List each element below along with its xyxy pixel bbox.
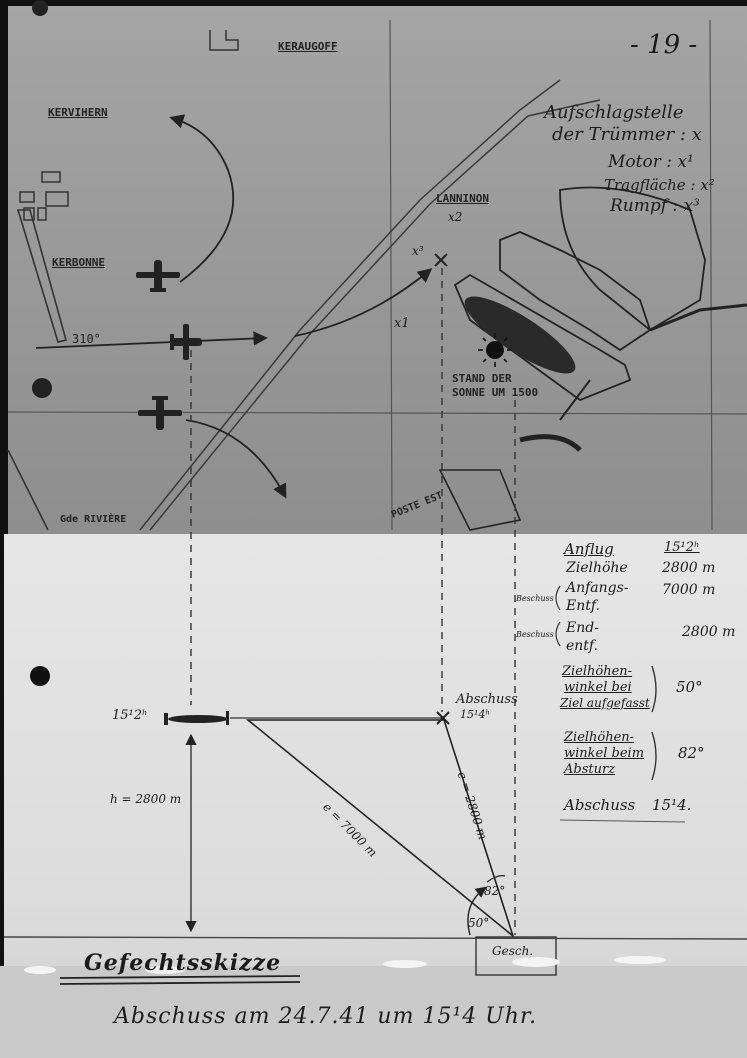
row-value: 7000 m bbox=[662, 582, 716, 598]
legend-rumpf: Rumpf : x³ bbox=[610, 196, 700, 216]
heading-label: 310° bbox=[72, 332, 101, 346]
slant-end-label: e = 2800 m bbox=[454, 770, 490, 842]
row-label-line1: Anfangs- bbox=[566, 580, 629, 596]
row-label-line2: Entf. bbox=[566, 598, 600, 614]
sun-label-line2: SONNE UM 1500 bbox=[452, 386, 539, 399]
airfield bbox=[440, 188, 747, 531]
row-label-line3: Absturz bbox=[564, 762, 616, 777]
map-grid bbox=[8, 20, 747, 530]
slant-start-label: e = 7000 m bbox=[320, 800, 380, 860]
row-value: 15¹2ʰ bbox=[664, 540, 700, 555]
sun-label-line1: STAND DER bbox=[452, 372, 512, 385]
ground-box-label: Gesch. bbox=[492, 944, 534, 958]
marker-x2: x2 bbox=[448, 210, 463, 224]
row-prefix: Beschuss bbox=[516, 630, 554, 639]
legend-title-line2: der Trümmer : x bbox=[552, 124, 702, 145]
legend-title-line1: Aufschlagstelle bbox=[544, 102, 684, 123]
page-number: - 19 - bbox=[630, 30, 698, 60]
row-prefix: Beschuss bbox=[516, 594, 554, 603]
row-label: Abschuss bbox=[564, 796, 636, 814]
height-label: h = 2800 m bbox=[110, 792, 182, 806]
airplane-icon bbox=[136, 260, 202, 430]
abschuss-time-label: 15¹4ʰ bbox=[460, 708, 491, 721]
punch-hole-lower bbox=[30, 666, 50, 686]
row-label-line2: winkel beim bbox=[564, 746, 645, 761]
flight-arrows bbox=[36, 118, 430, 496]
airplane-side-icon bbox=[164, 711, 229, 725]
row-label-line1: Zielhöhen- bbox=[564, 730, 635, 745]
punch-hole-mid bbox=[32, 378, 52, 398]
place-label-lanninon: LANNINON bbox=[436, 192, 489, 205]
angle-50-label: 50° bbox=[468, 916, 490, 930]
place-label-poste-est: POSTE EST bbox=[389, 490, 445, 521]
row-value: 82° bbox=[678, 744, 705, 762]
road bbox=[140, 80, 600, 530]
row-label-line1: Zielhöhen- bbox=[562, 664, 633, 679]
row-value: 50° bbox=[676, 678, 703, 696]
place-label-keraugoff: KERAUGOFF bbox=[278, 40, 338, 53]
place-label-kerbonne: KERBONNE bbox=[52, 256, 105, 269]
row-label: Zielhöhe bbox=[566, 560, 628, 576]
marker-x1: x1 bbox=[394, 316, 410, 331]
row-value: 2800 m bbox=[662, 560, 716, 576]
angle-82-label: 82° bbox=[484, 884, 506, 898]
legend-motor: Motor : x¹ bbox=[608, 152, 694, 172]
engagement-sketch bbox=[4, 586, 747, 975]
row-label-line2: entf. bbox=[566, 638, 599, 654]
marker-x3: x³ bbox=[412, 244, 424, 258]
row-label-line2: winkel bei bbox=[564, 680, 632, 695]
row-label-line3: Ziel aufgefasst bbox=[560, 696, 650, 710]
punch-hole-top bbox=[32, 0, 48, 16]
row-value: 15¹4. bbox=[652, 796, 692, 814]
caption: Abschuss am 24.7.41 um 15¹4 Uhr. bbox=[114, 1004, 538, 1029]
sketch-title: Gefechtsskizze bbox=[84, 950, 282, 976]
row-value: 2800 m bbox=[682, 624, 736, 640]
time-start-label: 15¹2ʰ bbox=[112, 708, 148, 723]
buildings-kervihern bbox=[20, 172, 68, 220]
place-label-grande-riviere: Gde RIVIÈRE bbox=[60, 514, 127, 525]
row-label-line1: End- bbox=[566, 620, 599, 636]
buildings-keraugoff bbox=[210, 30, 238, 50]
row-label: Anflug bbox=[564, 540, 614, 558]
place-label-kervihern: KERVIHERN bbox=[48, 106, 108, 119]
abschuss-label: Abschuss bbox=[456, 692, 518, 707]
title-underline bbox=[60, 976, 300, 984]
legend-tragflache: Tragfläche : x² bbox=[604, 176, 715, 194]
crash-marker-x3 bbox=[435, 254, 447, 266]
